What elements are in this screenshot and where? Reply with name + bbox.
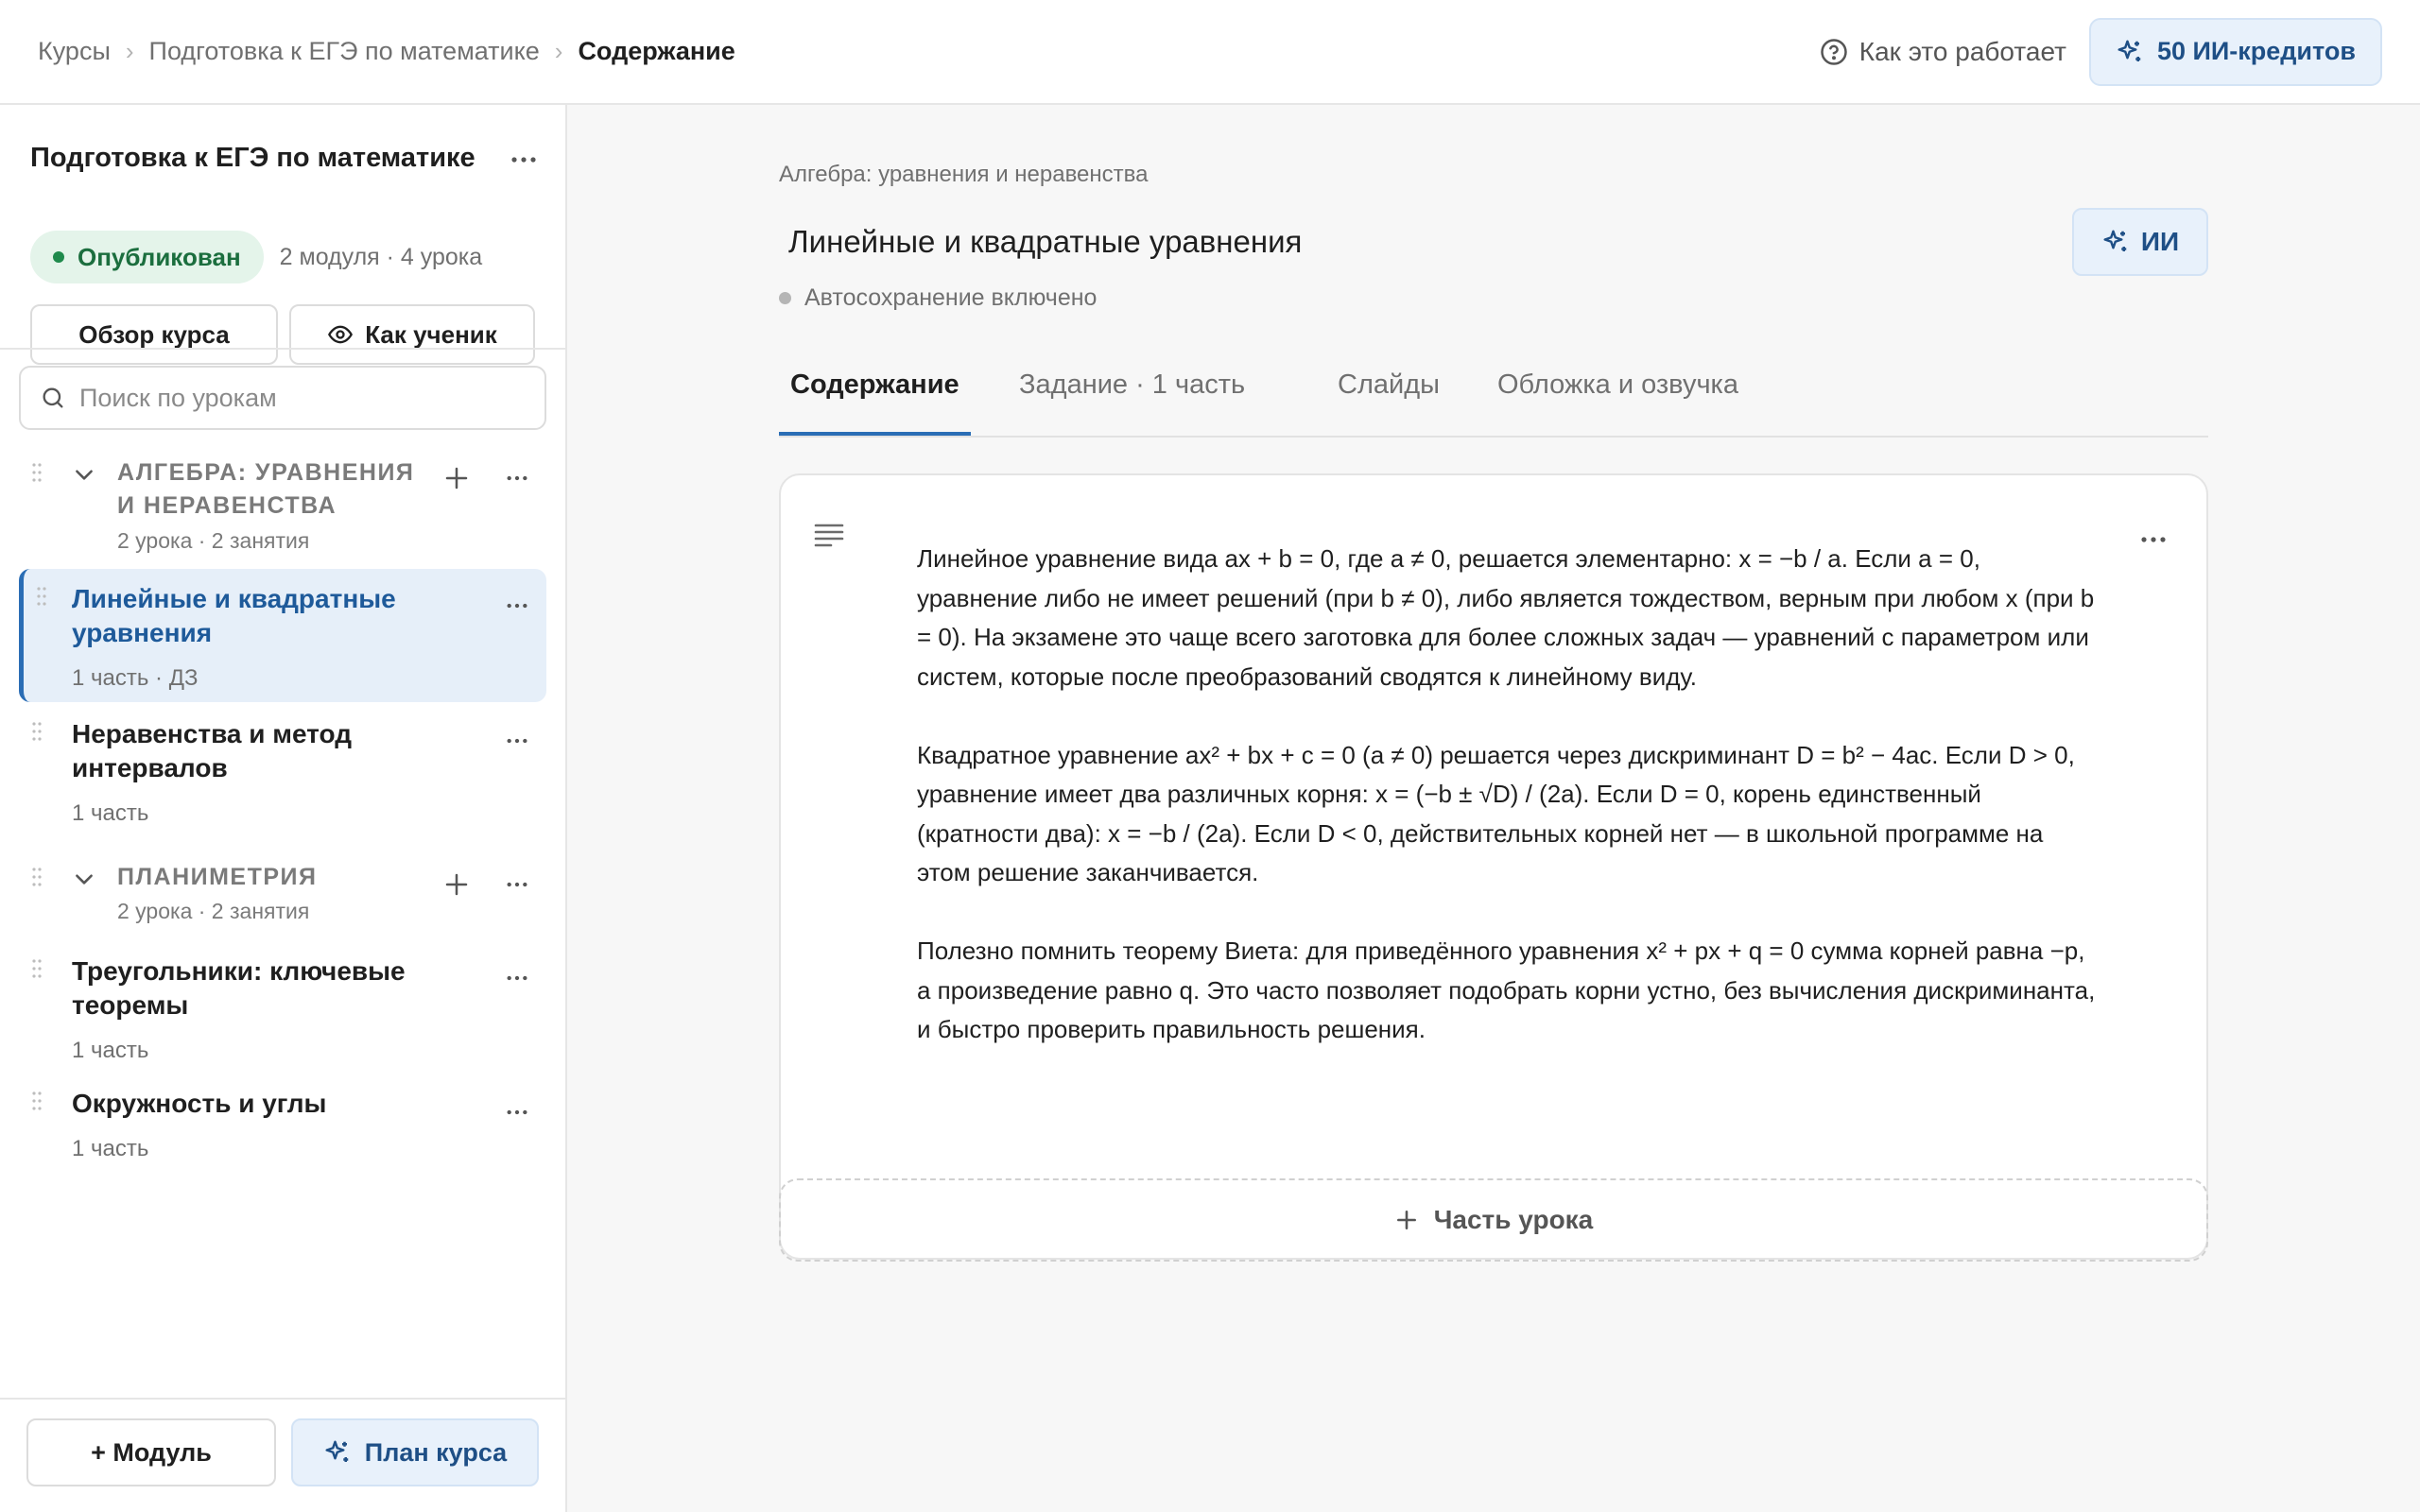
- grip-icon[interactable]: [32, 867, 42, 887]
- breadcrumb-course[interactable]: Подготовка к ЕГЭ по математике: [148, 37, 540, 65]
- ai-credits-label: 50 ИИ-кредитов: [2156, 37, 2356, 65]
- add-lesson-icon[interactable]: [442, 870, 471, 899]
- course-header: [30, 143, 541, 349]
- autosave-dot: [779, 292, 791, 304]
- grip-icon[interactable]: [32, 958, 42, 979]
- grip-icon[interactable]: [32, 721, 42, 742]
- part-more-icon[interactable]: [2136, 523, 2170, 557]
- view-as-student-label: Как ученик: [365, 319, 497, 349]
- status-badge: [30, 231, 264, 284]
- lesson-module-label: Алгебра: уравнения и неравенства: [779, 162, 1149, 187]
- lesson-more-icon[interactable]: [503, 964, 531, 992]
- tab-cover-voiceover[interactable]: Обложка и озвучка: [1497, 369, 1739, 400]
- grip-icon[interactable]: [32, 462, 42, 483]
- course-sidebar: [0, 105, 567, 1512]
- tab-assignment[interactable]: Задание · 1 часть: [1019, 369, 1246, 400]
- module-algebra: [19, 456, 548, 560]
- tab-slides[interactable]: Слайды: [1338, 369, 1440, 400]
- module-title[interactable]: АЛГЕБРА: УРАВНЕНИЯ И НЕРАВЕНСТВА: [117, 459, 415, 519]
- lesson-editor: [567, 105, 2420, 1512]
- lesson-title: Неравенства и метод интервалов: [72, 719, 353, 782]
- course-plan-button[interactable]: [291, 1418, 539, 1486]
- grip-icon[interactable]: [32, 1091, 42, 1111]
- lesson-meta: 1 часть: [72, 800, 149, 826]
- paragraph: Полезно помнить теорему Виета: для приведённого уравнения x² + px + q = 0 сумма корней равна −p, а произведение равно q. Это часто позволяет подобрать корни устно, без вычисления дискриминанта, и быстро проверить правильность решения.: [917, 936, 2096, 1043]
- breadcrumb-current: Содержание: [578, 37, 735, 65]
- course-status-row: [30, 231, 541, 284]
- top-bar: [0, 0, 2420, 105]
- course-buttons: [30, 304, 535, 365]
- lesson-text-editor[interactable]: [917, 540, 2099, 1050]
- breadcrumb-separator: ›: [554, 37, 563, 65]
- lesson-meta: 1 часть · ДЗ: [72, 665, 199, 691]
- lesson-title: Линейные и квадратные уравнения: [72, 584, 396, 647]
- add-lesson-part-label: Часть урока: [1433, 1205, 1594, 1234]
- status-label: Опубликован: [78, 242, 241, 271]
- sparkles-icon: [2116, 38, 2144, 66]
- lesson-more-icon[interactable]: [503, 592, 531, 620]
- help-circle-icon: [1820, 38, 1848, 66]
- lesson-part-card: [779, 473, 2208, 1260]
- breadcrumb-separator: ›: [125, 37, 134, 65]
- course-plan-label: План курса: [364, 1437, 508, 1467]
- module-planimetry: [19, 861, 548, 946]
- sidebar-divider: [0, 348, 565, 350]
- top-actions: [1820, 18, 2382, 86]
- eye-icon: [327, 321, 354, 348]
- lesson-item[interactable]: [19, 704, 546, 836]
- view-as-student-button[interactable]: [289, 304, 535, 365]
- course-more-icon[interactable]: [507, 143, 541, 177]
- lesson-more-icon[interactable]: [503, 1098, 531, 1126]
- breadcrumb-courses[interactable]: Курсы: [38, 37, 111, 65]
- module-meta: 2 урока · 2 занятия: [117, 528, 310, 553]
- sparkles-icon: [323, 1438, 352, 1467]
- how-it-works-link[interactable]: [1820, 37, 2066, 67]
- ai-button[interactable]: [2072, 208, 2208, 276]
- plus-icon: [1394, 1208, 1419, 1232]
- ai-credits-button[interactable]: [2089, 18, 2382, 86]
- lesson-meta: 1 часть: [72, 1038, 149, 1063]
- autosave-label: Автосохранение включено: [804, 284, 1098, 311]
- tab-content[interactable]: Содержание: [779, 332, 971, 436]
- lesson-title: Треугольники: ключевые теоремы: [72, 956, 406, 1020]
- paragraph: Квадратное уравнение ax² + bx + c = 0 (a ≠ 0) решается через дискриминант D = b² − 4ac. Если D > 0, уравнение имеет два различных корня: x = (−b ± √D) / (2a). Если D = 0, корень единственный (кратности два): x = −b / (2a). Если D < 0, действительных корней нет — в школьной программе на этом решение заканчивается.: [917, 740, 2075, 886]
- lesson-title: Окружность и углы: [72, 1089, 327, 1118]
- module-more-icon[interactable]: [503, 870, 531, 899]
- lesson-item[interactable]: [19, 941, 546, 1074]
- text-align-icon[interactable]: [813, 521, 845, 549]
- lesson-item[interactable]: [19, 1074, 546, 1177]
- lesson-tabs: [779, 332, 2208, 438]
- paragraph: Линейное уравнение вида ax + b = 0, где a ≠ 0, решается элементарно: x = −b / a. Если a = 0, уравнение либо не имеет решений (при b ≠ 0), либо является тождеством, верным при любом x (при b = 0). На экзамене это чаще всего заготовка для более сложных задач — уравнений с параметром или систем, которые после преобразований сводятся к линейному виду.: [917, 544, 2095, 691]
- module-more-icon[interactable]: [503, 464, 531, 492]
- add-module-button[interactable]: + Модуль: [26, 1418, 276, 1486]
- sidebar-footer: [0, 1398, 565, 1512]
- search-input[interactable]: [79, 384, 533, 413]
- module-meta: 2 урока · 2 занятия: [117, 899, 310, 923]
- course-counts: 2 модуля · 4 урока: [279, 243, 483, 270]
- autosave-status: [779, 284, 1097, 312]
- search-icon: [40, 385, 66, 411]
- ai-button-label: ИИ: [2140, 227, 2180, 256]
- lesson-search: [19, 366, 546, 430]
- grip-icon[interactable]: [37, 586, 46, 607]
- course-title: Подготовка к ЕГЭ по математике: [30, 143, 475, 173]
- chevron-down-icon[interactable]: [72, 462, 96, 487]
- module-title[interactable]: ПЛАНИМЕТРИЯ: [117, 864, 318, 890]
- add-lesson-icon[interactable]: [442, 464, 471, 492]
- lesson-more-icon[interactable]: [503, 727, 531, 755]
- lesson-title-heading[interactable]: Линейные и квадратные уравнения: [788, 224, 1303, 259]
- chevron-down-icon[interactable]: [72, 867, 96, 891]
- how-it-works-label: Как это работает: [1858, 36, 2066, 66]
- lesson-item-active[interactable]: [19, 569, 546, 702]
- sparkles-icon: [2101, 228, 2130, 256]
- breadcrumb: [38, 37, 735, 66]
- status-dot: [53, 251, 64, 263]
- course-overview-button[interactable]: Обзор курса: [30, 304, 278, 365]
- add-lesson-part-button[interactable]: [779, 1178, 2208, 1262]
- lesson-meta: 1 часть: [72, 1136, 149, 1161]
